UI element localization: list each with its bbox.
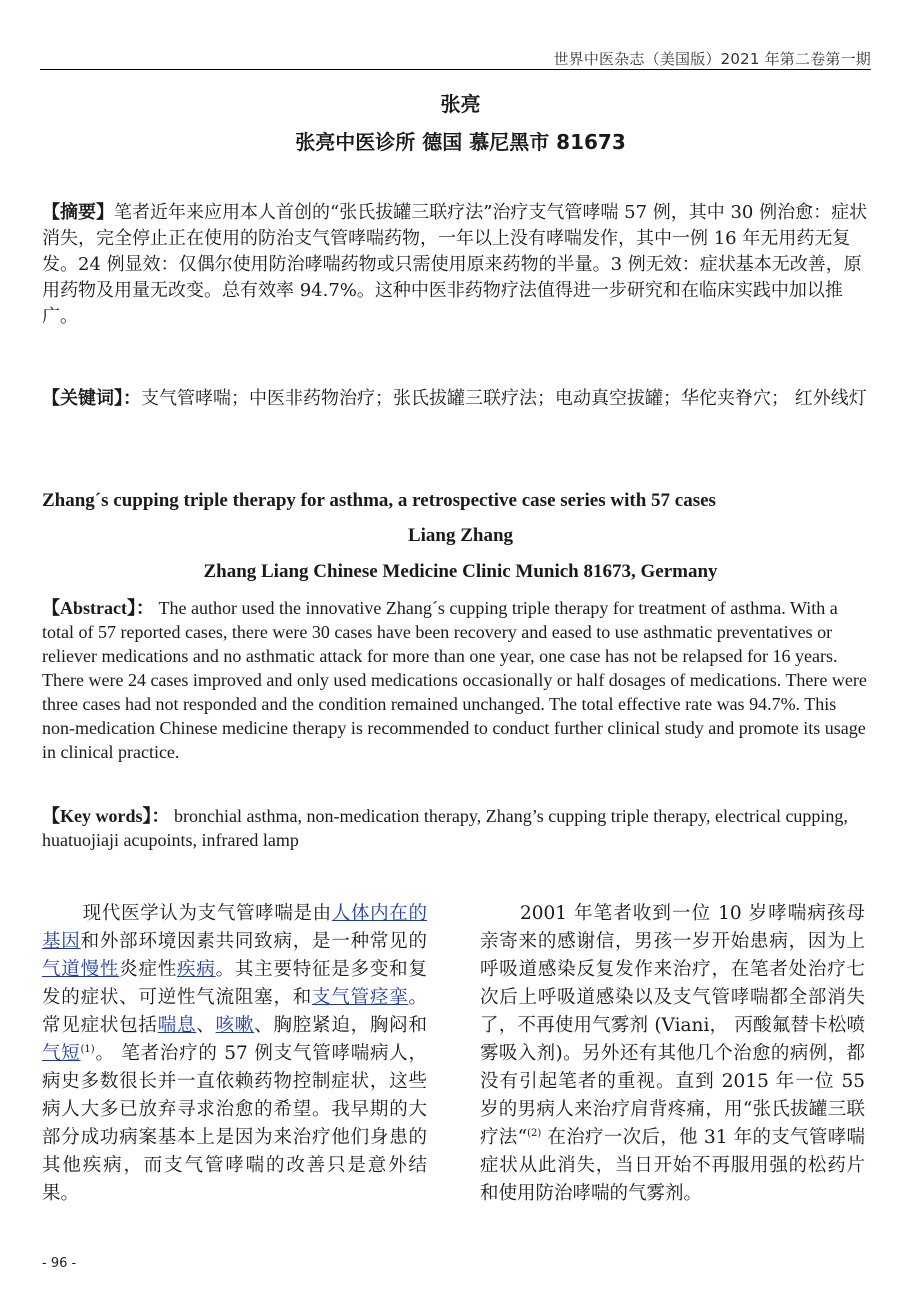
chinese-keywords xyxy=(42,386,872,412)
english-keywords-text: bronchial asthma, non-medication therapy, Zhang’s cupping triple therapy, electrical cupping, huatuojiaji acupoints, infrared lamp xyxy=(42,806,848,850)
body-text: 、胸腔紧迫，胸闷和 xyxy=(254,1015,427,1036)
body-text: 、 xyxy=(196,1015,216,1036)
body-text: 。 笔者治疗的 57 例支气管哮喘病人，病史多数很长并一直依赖药物控制症状，这些病人大多已放弃寻求治愈的希望。我早期的大部分成功病案基本上是因为来治疗他们身患的其他疾病，而支气管哮喘的改善只是意外结果。 xyxy=(42,1043,427,1204)
english-abstract-label: 【Abstract】： xyxy=(42,598,154,618)
body-column-right xyxy=(480,900,865,1208)
reference-2[interactable]: (2) xyxy=(527,1127,542,1139)
page-number: - 96 - xyxy=(42,1256,77,1271)
header-divider xyxy=(40,69,871,70)
chinese-abstract xyxy=(42,200,872,330)
english-author: Liang Zhang xyxy=(407,525,514,546)
chinese-author: 张亮 xyxy=(440,92,481,116)
body-text: 现代医学认为支气管哮喘是由 xyxy=(82,903,332,924)
english-title: Zhang´s cupping triple therapy for asthma, a retrospective case series with 57 cases xyxy=(42,490,716,511)
chinese-keywords-text: 支气管哮喘；中医非药物治疗；张氏拔罐三联疗法；电动真空拔罐；华佗夹脊穴； 红外线灯 xyxy=(141,388,867,409)
link-disease[interactable]: 疾病 xyxy=(177,959,216,980)
reference-1[interactable]: (1) xyxy=(80,1043,95,1055)
body-text: 在治疗一次后，他 31 年的支气管哮喘症状从此消失，当日开始不再服用强的松药片和使用防治哮喘的气雾剂。 xyxy=(480,1127,865,1204)
journal-running-header: 世界中医杂志（美国版）2021 年第二卷第一期 xyxy=(553,50,871,68)
link-cough[interactable]: 咳嗽 xyxy=(215,1015,255,1036)
english-abstract-text: The author used the innovative Zhang´s cupping triple therapy for treatment of asthma. With a total of 57 reported cases, there were 30 cases have been recovery and eased to use asthmatic preventatives or reliever medications and no asthmatic attack for more than one year, one case has not be relapsed for 16 years. There were 24 cases improved and only used medications occasionally or half dosages of medications. There were three cases had not responded and the condition remained unchanged. The total effective rate was 94.7%. This non-medication Chinese medicine therapy is recommended to conduct further clinical study and promote its usage in clinical practice. xyxy=(42,598,867,762)
english-abstract xyxy=(42,596,872,764)
chinese-affiliation: 张亮中医诊所 德国 慕尼黑市 81673 xyxy=(295,130,626,154)
body-text: 。其主要特征是多变和复发的症状、可逆性气流阻塞，和 xyxy=(42,959,427,1008)
english-affiliation: Zhang Liang Chinese Medicine Clinic Munich 81673, Germany xyxy=(203,561,718,582)
body-text: 。常见症状包括 xyxy=(42,987,427,1036)
english-keywords xyxy=(42,804,872,852)
link-genes[interactable]: 人体内在的基因 xyxy=(42,903,427,952)
chinese-keywords-label: 【关键词】： xyxy=(42,388,141,409)
chinese-abstract-text: 笔者近年来应用本人首创的“张氏拔罐三联疗法”治疗支气管哮喘 57 例，其中 30 例治愈：症状消失，完全停止正在使用的防治支气管哮喘药物，一年以上没有哮喘发作，其中一例 16 年无用药无复发。24 例显效：仅偶尔使用防治哮喘药物或只需使用原来药物的半量。3 例无效：症状基本无改善，原用药物及用量无改变。总有效率 94.7%。这种中医非药物疗法值得进一步研究和在临床实践中加以推广。 xyxy=(42,202,868,327)
body-text: 2001 年笔者收到一位 10 岁哮喘病孩母亲寄来的感谢信，男孩一岁开始患病，因为上呼吸道感染反复发作来治疗，在笔者处治疗七次后上呼吸道感染以及支气管哮喘都全部消失了，不再使用气雾剂 (Viani， 丙酸氟替卡松喷雾吸入剂)。另外还有其他几个治愈的病例，都没有引起笔者的重视。直到 2015 年一位 55 岁的男病人来治疗肩背疼痛，用“张氏拔罐三联疗法“ xyxy=(480,903,865,1148)
link-airway-chronic[interactable]: 气道慢性 xyxy=(42,959,120,980)
english-keywords-label: 【Key words】： xyxy=(42,806,170,826)
link-bronchospasm[interactable]: 支气管痉挛 xyxy=(312,987,409,1008)
body-text: 炎症性 xyxy=(119,959,178,980)
chinese-abstract-label: 【摘要】 xyxy=(42,202,114,223)
body-column-left xyxy=(42,900,427,1208)
body-text: 和外部环境因素共同致病，是一种常见的 xyxy=(80,931,427,952)
link-wheezing[interactable]: 喘息 xyxy=(157,1015,197,1036)
link-shortness-of-breath[interactable]: 气短 xyxy=(42,1043,81,1064)
